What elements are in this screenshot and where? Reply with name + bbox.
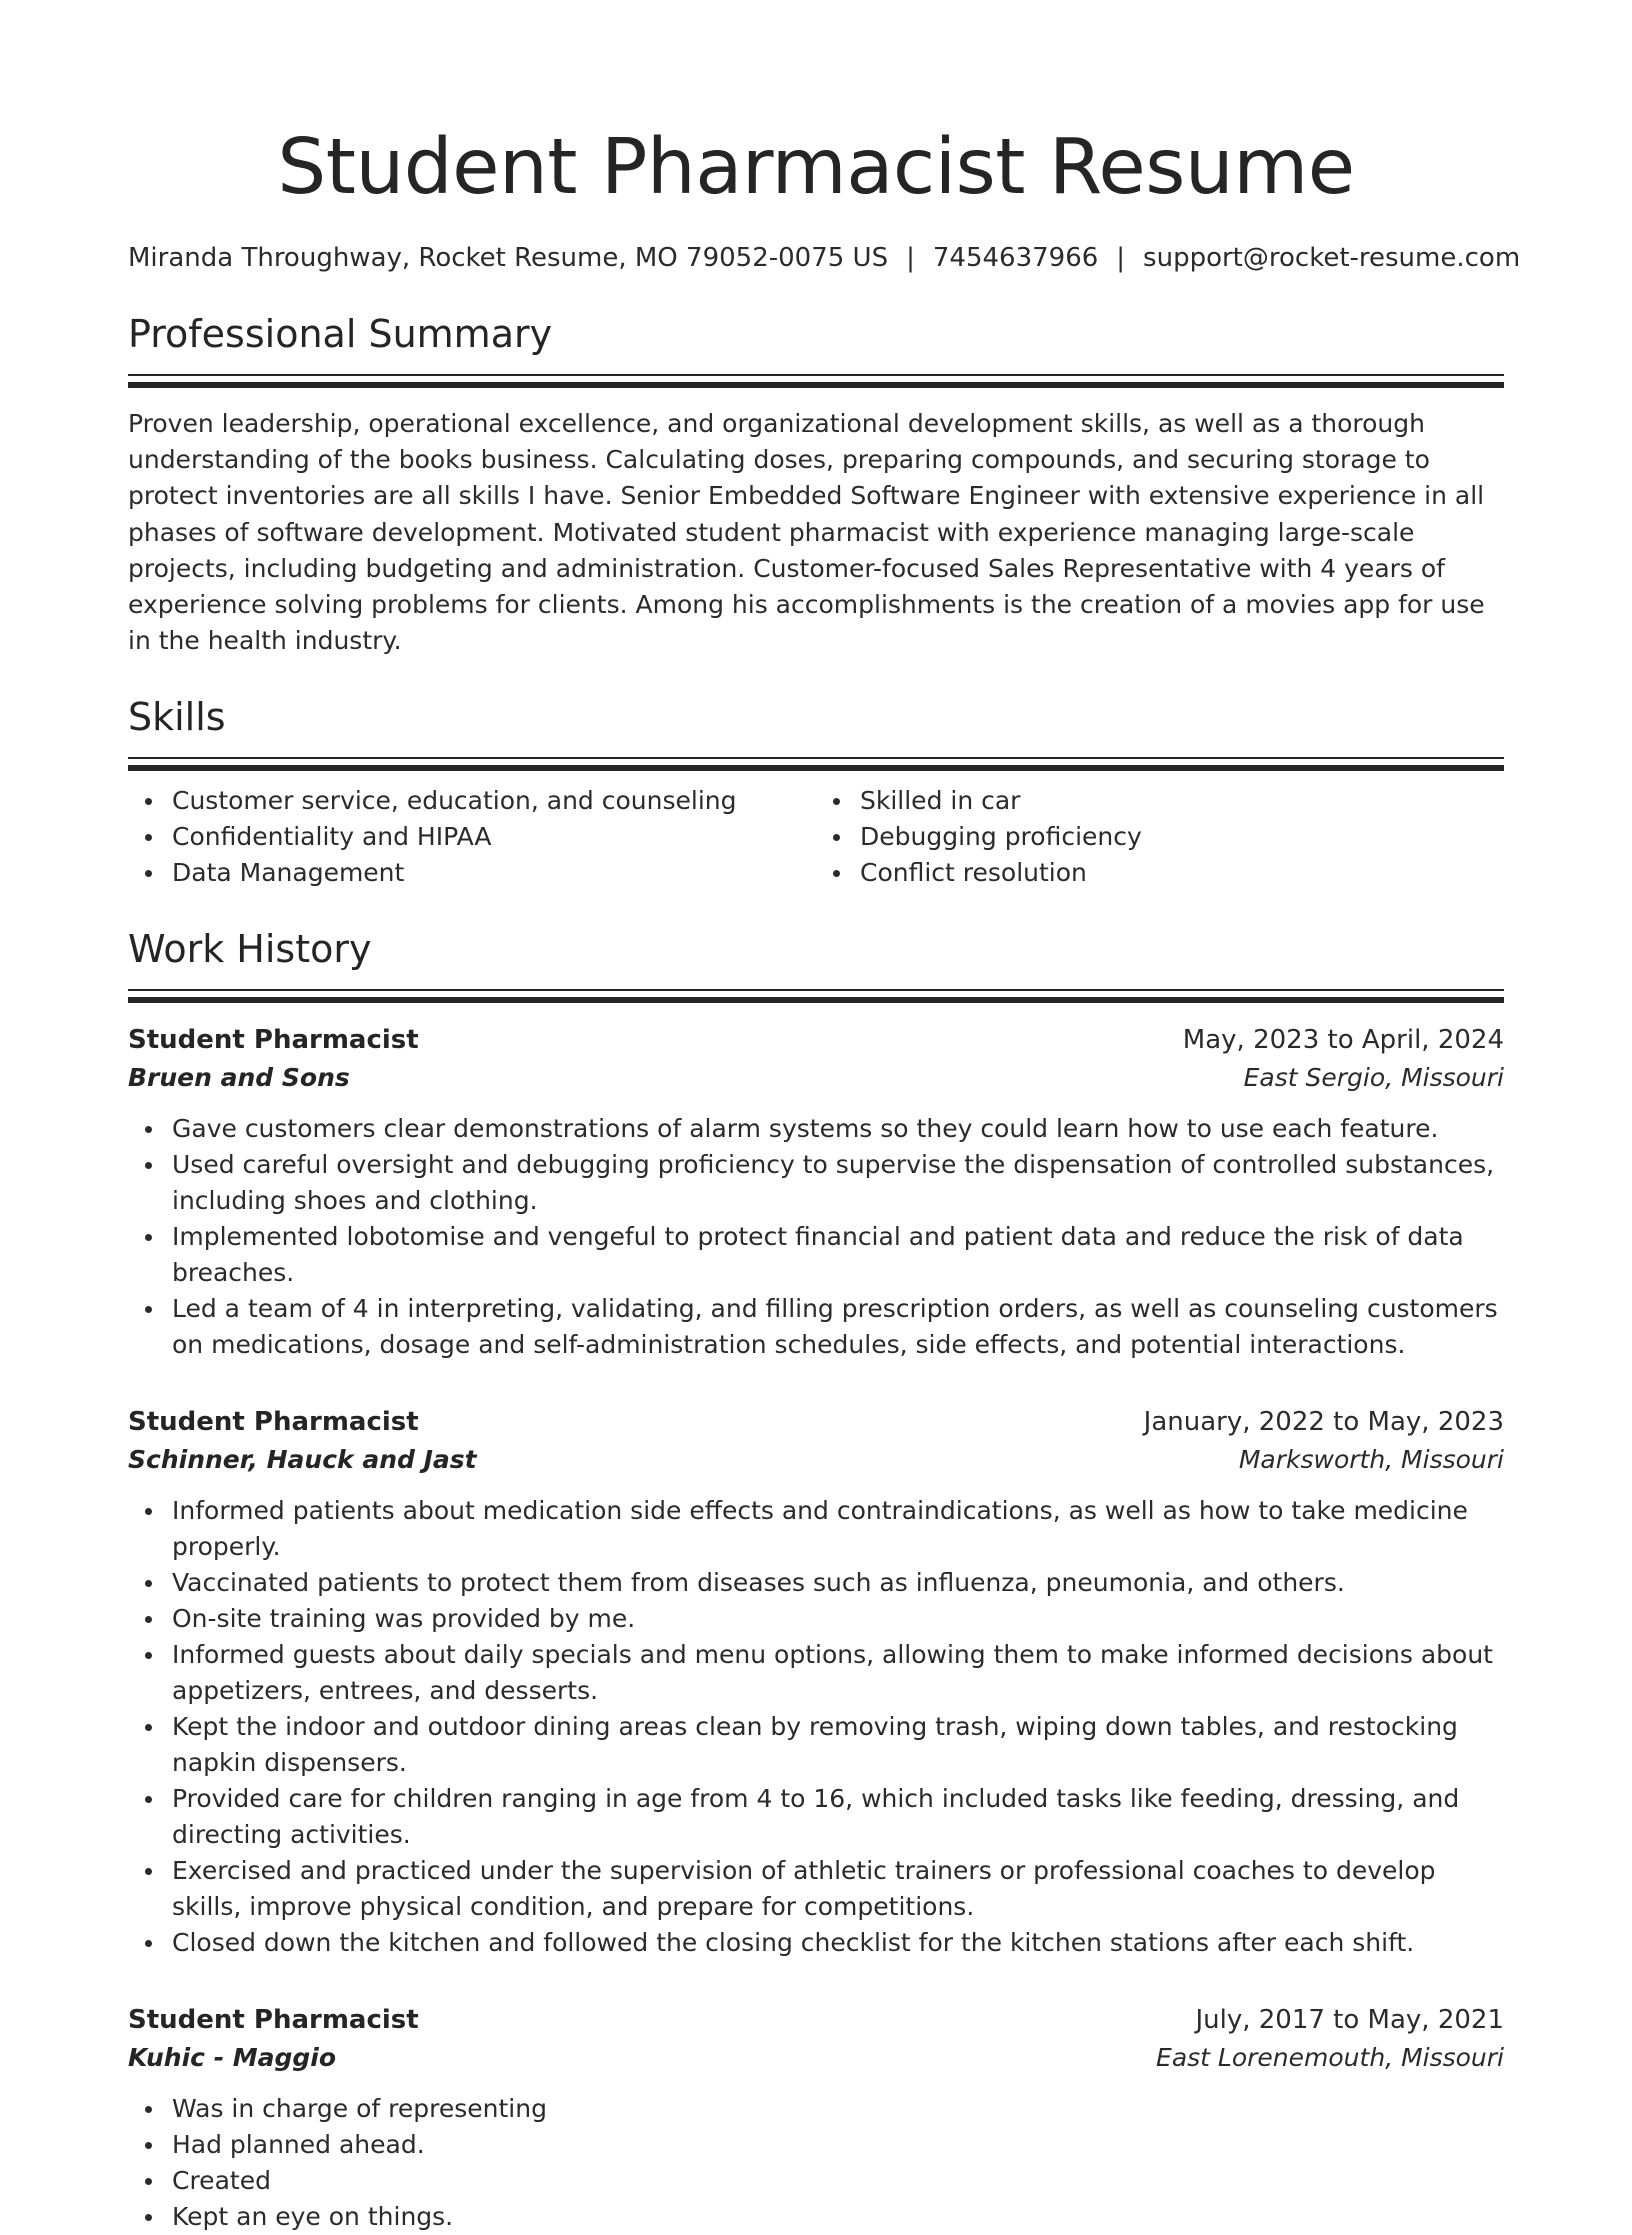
job-title: Student Pharmacist xyxy=(128,1025,419,1056)
skills-section xyxy=(128,691,1504,891)
section-divider xyxy=(128,989,1504,1003)
work-history-section xyxy=(128,923,1504,2235)
contact-separator: | xyxy=(906,243,915,273)
professional-summary-section xyxy=(128,308,1504,659)
job-entry xyxy=(128,1403,1504,1961)
job-company: Kuhic - Maggio xyxy=(128,2043,337,2073)
job-location: East Lorenemouth, Missouri xyxy=(1156,2043,1504,2073)
job-bullet: Kept an eye on things. xyxy=(172,2199,1504,2235)
section-heading-summary: Professional Summary xyxy=(128,312,553,356)
job-bullet: Gave customers clear demonstrations of alarm systems so they could learn how to use each feature. xyxy=(172,1111,1504,1147)
summary-text: Proven leadership, operational excellence, and organizational development skills, as well as a thorough understanding of the books business. Calculating doses, preparing compounds, and securing storage to protect inventories are all skills I have. Senior Embedded Software Engineer with extensive experience in all phases of software development. Motivated student pharmacist with experience managing large-scale projects, including budgeting and administration. Customer-focused Sales Representative with 4 years of experience solving problems for clients. Among his accomplishments is the creation of a movies app for use in the health industry. xyxy=(128,409,1485,656)
job-bullets xyxy=(128,2091,1504,2235)
section-heading-skills: Skills xyxy=(128,695,226,740)
section-divider xyxy=(128,374,1504,388)
job-title: Student Pharmacist xyxy=(128,2005,419,2036)
job-bullet: Led a team of 4 in interpreting, validating, and filling prescription orders, as well as counseling customers on medications, dosage and self-administration schedules, side effects, and potential interactions. xyxy=(172,1291,1504,1363)
job-subheader-row xyxy=(128,1059,1504,1097)
job-bullet: Informed patients about medication side effects and contraindications, as well as how to take medicine properly. xyxy=(172,1493,1504,1565)
job-entry xyxy=(128,1021,1504,1363)
skill-item: Customer service, education, and counseling xyxy=(172,783,816,819)
job-bullet: Was in charge of representing xyxy=(172,2091,1504,2127)
job-dates: May, 2023 to April, 2024 xyxy=(1182,1025,1504,1056)
job-bullets xyxy=(128,1111,1504,1363)
job-bullet: Vaccinated patients to protect them from diseases such as influenza, pneumonia, and others. xyxy=(172,1565,1504,1601)
job-company: Bruen and Sons xyxy=(128,1063,350,1093)
skills-column-left xyxy=(128,783,816,891)
job-bullet: Informed guests about daily specials and menu options, allowing them to make informed decisions about appetizers, entrees, and desserts. xyxy=(172,1637,1504,1709)
job-bullet: Implemented lobotomise and vengeful to protect financial and patient data and reduce the risk of data breaches. xyxy=(172,1219,1504,1291)
job-subheader-row xyxy=(128,2039,1504,2077)
contact-address: Miranda Throughway, Rocket Resume, MO 79052-0075 US xyxy=(128,243,889,273)
job-company: Schinner, Hauck and Jast xyxy=(128,1445,477,1475)
skill-item: Confidentiality and HIPAA xyxy=(172,819,816,855)
job-location: East Sergio, Missouri xyxy=(1243,1063,1504,1093)
job-bullet: Used careful oversight and debugging proficiency to supervise the dispensation of controlled substances, including shoes and clothing. xyxy=(172,1147,1504,1219)
contact-phone: 7454637966 xyxy=(932,243,1099,273)
job-bullet: Had planned ahead. xyxy=(172,2127,1504,2163)
job-bullet: Provided care for children ranging in age from 4 to 16, which included tasks like feeding, dressing, and directing activities. xyxy=(172,1781,1504,1853)
job-bullet: Closed down the kitchen and followed the closing checklist for the kitchen stations after each shift. xyxy=(172,1925,1504,1961)
resume-title: Student Pharmacist Resume xyxy=(277,123,1355,212)
job-header-row xyxy=(128,1403,1504,1441)
skills-column-right xyxy=(816,783,1504,891)
skill-item: Skilled in car xyxy=(860,783,1504,819)
job-bullet: Created xyxy=(172,2163,1504,2199)
contact-separator: | xyxy=(1116,243,1126,273)
skill-item: Debugging proficiency xyxy=(860,819,1504,855)
job-dates: July, 2017 to May, 2021 xyxy=(1195,2005,1504,2036)
contact-email[interactable]: support@rocket-resume.com xyxy=(1143,243,1521,273)
job-location: Marksworth, Missouri xyxy=(1238,1445,1504,1475)
contact-line xyxy=(128,240,1521,276)
skill-item: Conflict resolution xyxy=(860,855,1504,891)
job-bullet: Exercised and practiced under the supervision of athletic trainers or professional coaches to develop skills, improve physical condition, and prepare for competitions. xyxy=(172,1853,1504,1925)
job-subheader-row xyxy=(128,1441,1504,1479)
job-bullet: Kept the indoor and outdoor dining areas clean by removing trash, wiping down tables, and restocking napkin dispensers. xyxy=(172,1709,1504,1781)
job-bullets xyxy=(128,1493,1504,1961)
skill-item: Data Management xyxy=(172,855,816,891)
job-entry xyxy=(128,2001,1504,2235)
job-header-row xyxy=(128,1021,1504,1059)
job-header-row xyxy=(128,2001,1504,2039)
job-dates: January, 2022 to May, 2023 xyxy=(1143,1407,1504,1438)
job-bullet: On-site training was provided by me. xyxy=(172,1601,1504,1637)
section-divider xyxy=(128,757,1504,771)
section-heading-work: Work History xyxy=(128,927,372,972)
job-title: Student Pharmacist xyxy=(128,1407,419,1438)
skills-grid xyxy=(128,783,1504,891)
